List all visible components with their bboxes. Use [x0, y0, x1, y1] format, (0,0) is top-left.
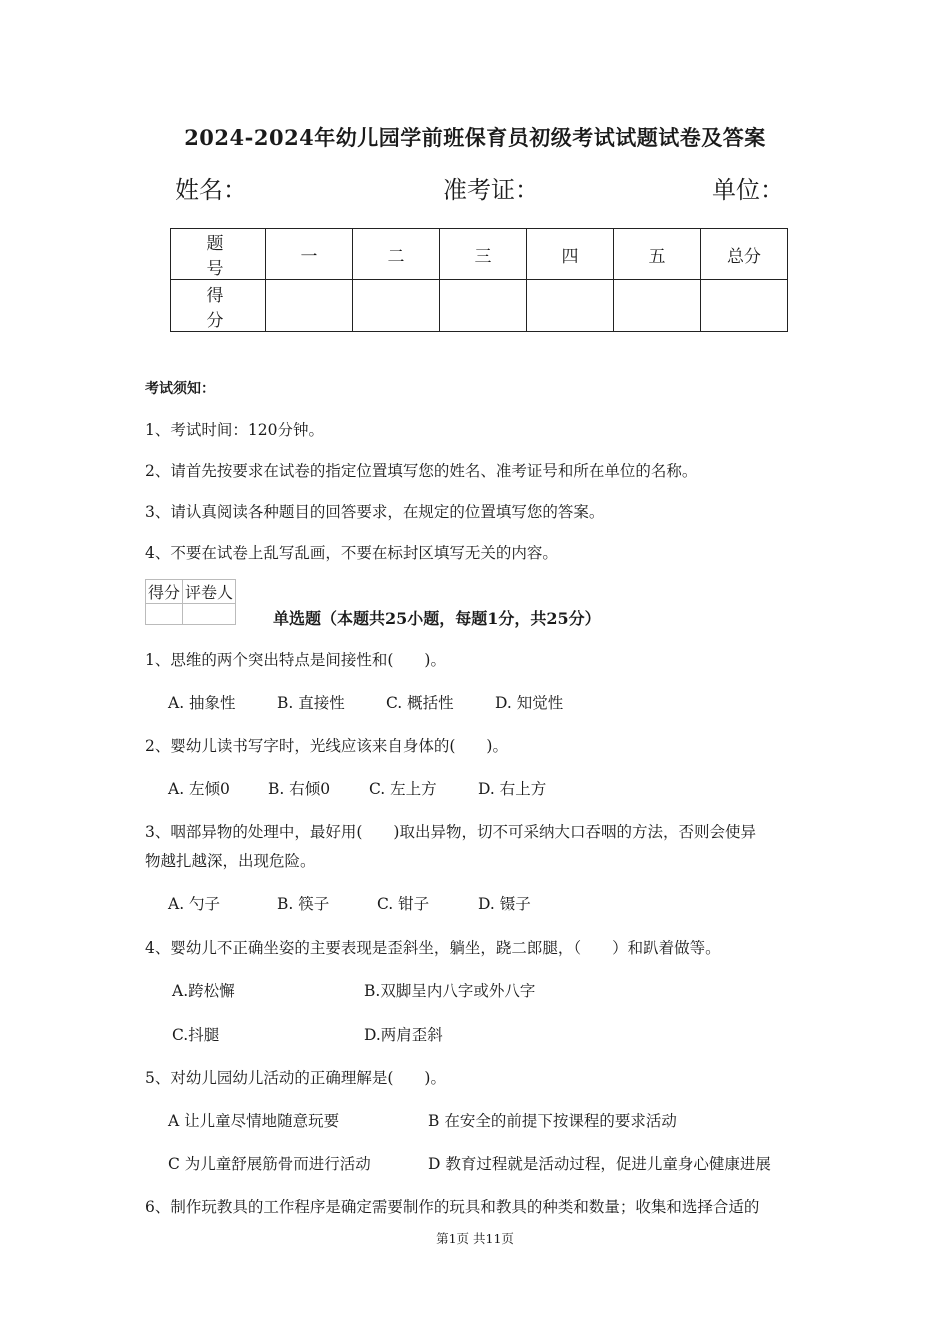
question-option: A. 抽象性 — [168, 694, 236, 712]
question-option: A. 勺子 — [168, 895, 221, 913]
score-table-header-cell: 总分 — [701, 229, 788, 280]
score-cell[interactable] — [266, 280, 353, 332]
question-option: D 教育过程就是活动过程，促进儿童身心健康进展 — [428, 1155, 771, 1173]
question-option: D. 知觉性 — [495, 694, 564, 712]
question-option: B. 直接性 — [277, 694, 345, 712]
unit-field-label: 单位： — [712, 176, 784, 204]
question-stem-continuation: 物越扎越深，出现危险。 — [145, 852, 316, 870]
grader-score-label: 得分 — [146, 580, 183, 604]
score-table-header-cell: 五 — [614, 229, 701, 280]
grader-box — [145, 579, 236, 625]
grader-reviewer-cell[interactable] — [183, 604, 236, 625]
grader-reviewer-label: 评卷人 — [183, 580, 236, 604]
question-option: D.两肩歪斜 — [364, 1026, 443, 1044]
question-option: C 为儿童舒展筋骨而进行活动 — [168, 1155, 371, 1173]
score-table-header-cell: 一 — [266, 229, 353, 280]
score-table-score-row — [171, 280, 788, 332]
score-cell[interactable] — [614, 280, 701, 332]
score-table-header-row — [171, 229, 788, 280]
question-stem: 4、婴幼儿不正确坐姿的主要表现是歪斜坐，躺坐，跷二郎腿，（ ）和趴着做等。 — [145, 939, 721, 957]
page-footer: 第1页 共11页 — [436, 1231, 514, 1246]
question-option: C.抖腿 — [172, 1026, 220, 1044]
exam-number-field-label: 准考证： — [443, 176, 539, 204]
question-stem: 6、制作玩教具的工作程序是确定需要制作的玩具和教具的种类和数量；收集和选择合适的 — [145, 1198, 760, 1216]
question-option: C. 左上方 — [369, 780, 437, 798]
score-table-row-label: 得 分 — [171, 280, 266, 332]
question-option: C. 概括性 — [386, 694, 454, 712]
score-cell[interactable] — [440, 280, 527, 332]
section-title: 单选题（本题共25小题，每题1分，共25分） — [273, 609, 601, 628]
question-option: B 在安全的前提下按课程的要求活动 — [428, 1112, 677, 1130]
score-table-header-label: 题 号 — [171, 229, 266, 280]
question-stem: 2、婴幼儿读书写字时，光线应该来自身体的( )。 — [145, 737, 508, 755]
notice-item: 1、考试时间：120分钟。 — [145, 421, 324, 439]
score-table — [170, 228, 788, 332]
question-option: D. 镊子 — [478, 895, 531, 913]
name-field-label: 姓名： — [175, 176, 247, 204]
score-cell[interactable] — [701, 280, 788, 332]
question-stem: 5、对幼儿园幼儿活动的正确理解是( )。 — [145, 1069, 446, 1087]
question-stem: 1、思维的两个突出特点是间接性和( )。 — [145, 651, 446, 669]
score-cell[interactable] — [353, 280, 440, 332]
question-option: B. 筷子 — [277, 895, 330, 913]
score-cell[interactable] — [527, 280, 614, 332]
question-option: A 让儿童尽情地随意玩要 — [168, 1112, 340, 1130]
question-option: B. 右倾0 — [268, 780, 331, 798]
notice-item: 3、请认真阅读各种题目的回答要求，在规定的位置填写您的答案。 — [145, 503, 605, 521]
question-option: D. 右上方 — [478, 780, 547, 798]
question-stem: 3、咽部异物的处理中，最好用( )取出异物，切不可采纳大口吞咽的方法，否则会使异 — [145, 823, 756, 841]
notice-item: 4、不要在试卷上乱写乱画，不要在标封区填写无关的内容。 — [145, 544, 558, 562]
score-table-header-cell: 三 — [440, 229, 527, 280]
question-option: C. 钳子 — [377, 895, 430, 913]
question-option: B.双脚呈内八字或外八字 — [364, 982, 536, 1000]
question-option: A.跨松懈 — [172, 982, 235, 1000]
question-option: A. 左倾0 — [168, 780, 230, 798]
score-table-header-cell: 四 — [527, 229, 614, 280]
page-title: 2024-2024年幼儿园学前班保育员初级考试试题试卷及答案 — [184, 125, 766, 150]
notice-item: 2、请首先按要求在试卷的指定位置填写您的姓名、准考证号和所在单位的名称。 — [145, 462, 698, 480]
score-table-header-cell: 二 — [353, 229, 440, 280]
grader-score-cell[interactable] — [146, 604, 183, 625]
notice-heading: 考试须知： — [145, 381, 215, 397]
